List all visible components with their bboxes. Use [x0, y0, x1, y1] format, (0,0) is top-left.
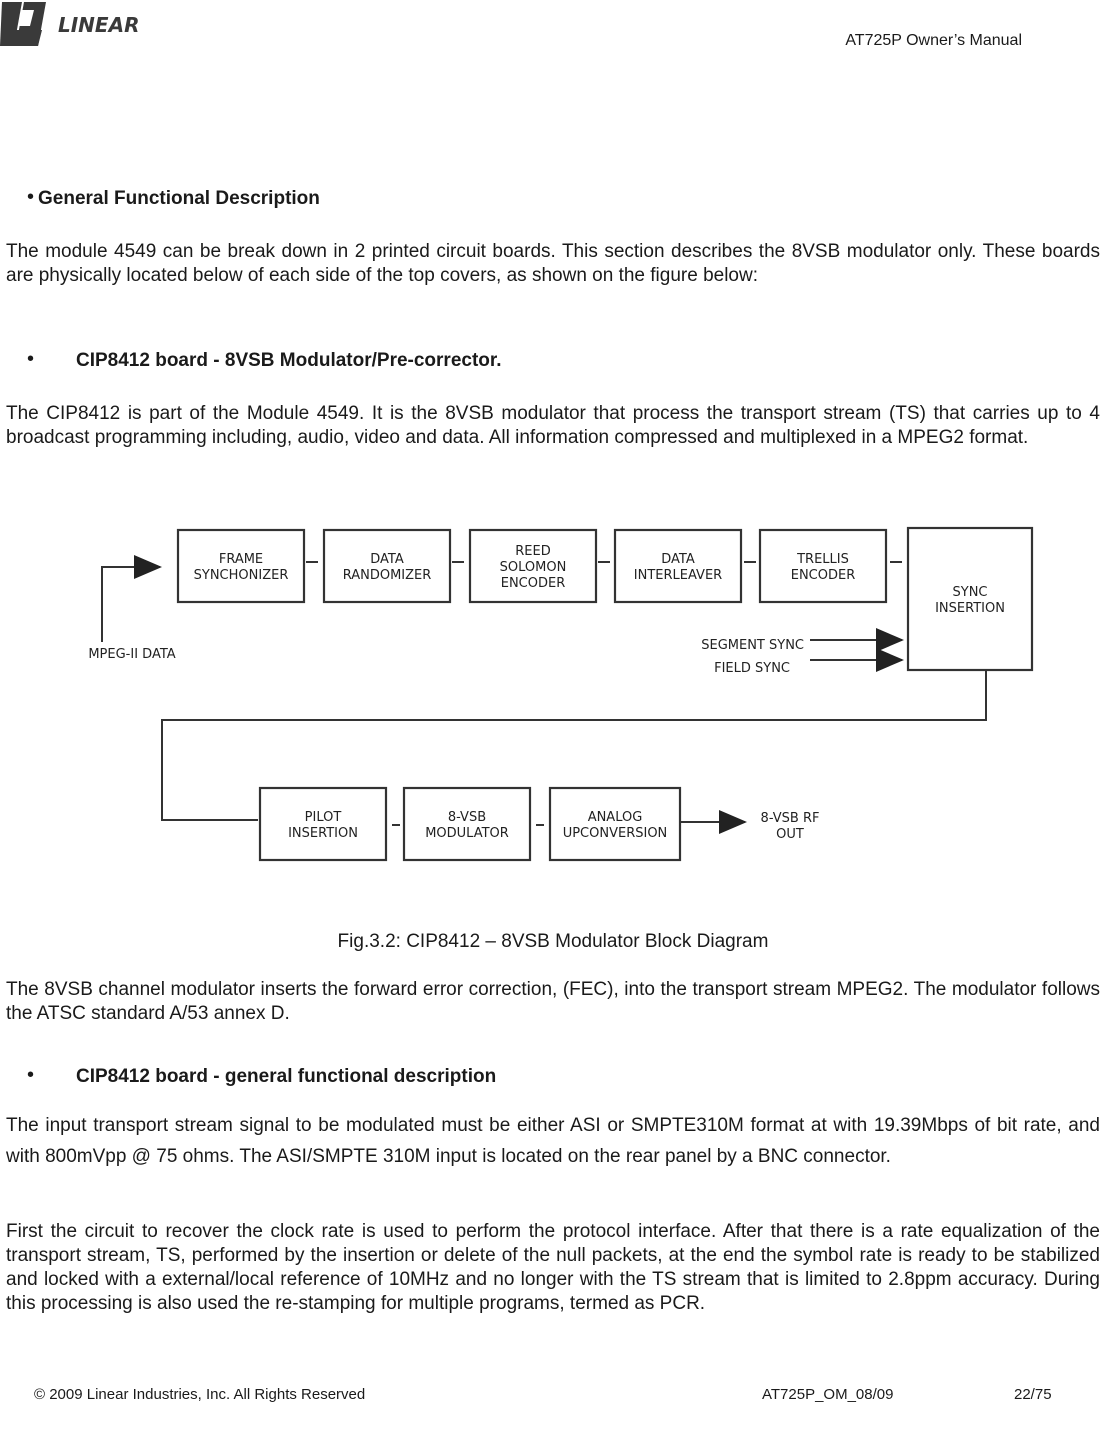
- block-row2-0-label: PILOT INSERTION: [288, 810, 358, 841]
- paragraph-cip8412-intro: The CIP8412 is part of the Module 4549. It is the 8VSB modulator that process the transport stream (TS) that carries up to 4 broadcast programming including, audio, video and data. All information compressed and multiplexed in a MPEG2 format.: [6, 403, 1100, 448]
- paragraph-module-overview: The module 4549 can be break down in 2 printed circuit boards. This section describes the 8VSB modulator only. These boards are physically located below of each side of the top covers, as shown on the figure below:: [6, 241, 1100, 286]
- label-mpeg-input: MPEG-II DATA: [88, 647, 176, 662]
- bullet-icon: •: [27, 186, 35, 208]
- footer-page-number: 22/75: [1014, 1386, 1052, 1403]
- block-sync-insertion-label: SYNC INSERTION: [935, 585, 1005, 616]
- section-heading-general: General Functional Description: [38, 188, 320, 209]
- linear-logo: [0, 0, 140, 50]
- footer-copyright: © 2009 Linear Industries, Inc. All Rights Reserved: [34, 1386, 366, 1403]
- paragraph-input-signal: The input transport stream signal to be modulated must be either ASI or SMPTE310M format at with 19.39Mbps of bit rate, and with 800mVpp @ 75 ohms. The ASI/SMPTE 310M input is located on the rear panel by a BNC connector.: [6, 1115, 1100, 1167]
- brand-name: LINEAR: [58, 13, 140, 37]
- label-segment-sync: SEGMENT SYNC: [701, 638, 804, 653]
- block-row1-4-label: TRELLIS ENCODER: [790, 552, 856, 583]
- figure-caption: Fig.3.2: CIP8412 – 8VSB Modulator Block Diagram: [337, 931, 769, 952]
- manual-title: AT725P Owner’s Manual: [845, 32, 1022, 49]
- bullet-icon: •: [27, 348, 35, 370]
- footer-doc-code: AT725P_OM_08/09: [762, 1386, 894, 1403]
- block-diagram: [70, 520, 1040, 900]
- section-heading-cip8412-general: CIP8412 board - general functional description: [76, 1066, 497, 1087]
- paragraph-clock-recovery: First the circuit to recover the clock rate is used to perform the protocol interface. After that there is a rate equalization of the transport stream, TS, performed by the insertion or delete of the null packets, at the end the symbol rate is ready to be stabilized and locked with a external/local reference of 10MHz and no longer with the TS stream that is limited to 2.8ppm accuracy. During this processing is also used the re-stamping for multiple programs, termed as PCR.: [6, 1221, 1100, 1314]
- block-row1-3-label: DATA INTERLEAVER: [633, 552, 723, 583]
- label-rf-out: 8-VSB RF OUT: [760, 811, 820, 842]
- section-heading-cip8412: CIP8412 board - 8VSB Modulator/Pre-corrector.: [76, 350, 502, 371]
- block-row1-1-label: DATA RANDOMIZER: [342, 552, 432, 583]
- block-row1-0-label: FRAME SYNCHONIZER: [193, 552, 289, 583]
- block-row1-2-label: REED SOLOMON ENCODER: [499, 544, 567, 591]
- block-row2-1-label: 8-VSB MODULATOR: [425, 810, 509, 841]
- paragraph-fec: The 8VSB channel modulator inserts the forward error correction, (FEC), into the transport stream MPEG2. The modulator follows the ATSC standard A/53 annex D.: [6, 979, 1100, 1024]
- block-row2-2-label: ANALOG UPCONVERSION: [562, 810, 668, 841]
- bullet-icon: •: [27, 1064, 35, 1086]
- label-field-sync: FIELD SYNC: [714, 661, 790, 676]
